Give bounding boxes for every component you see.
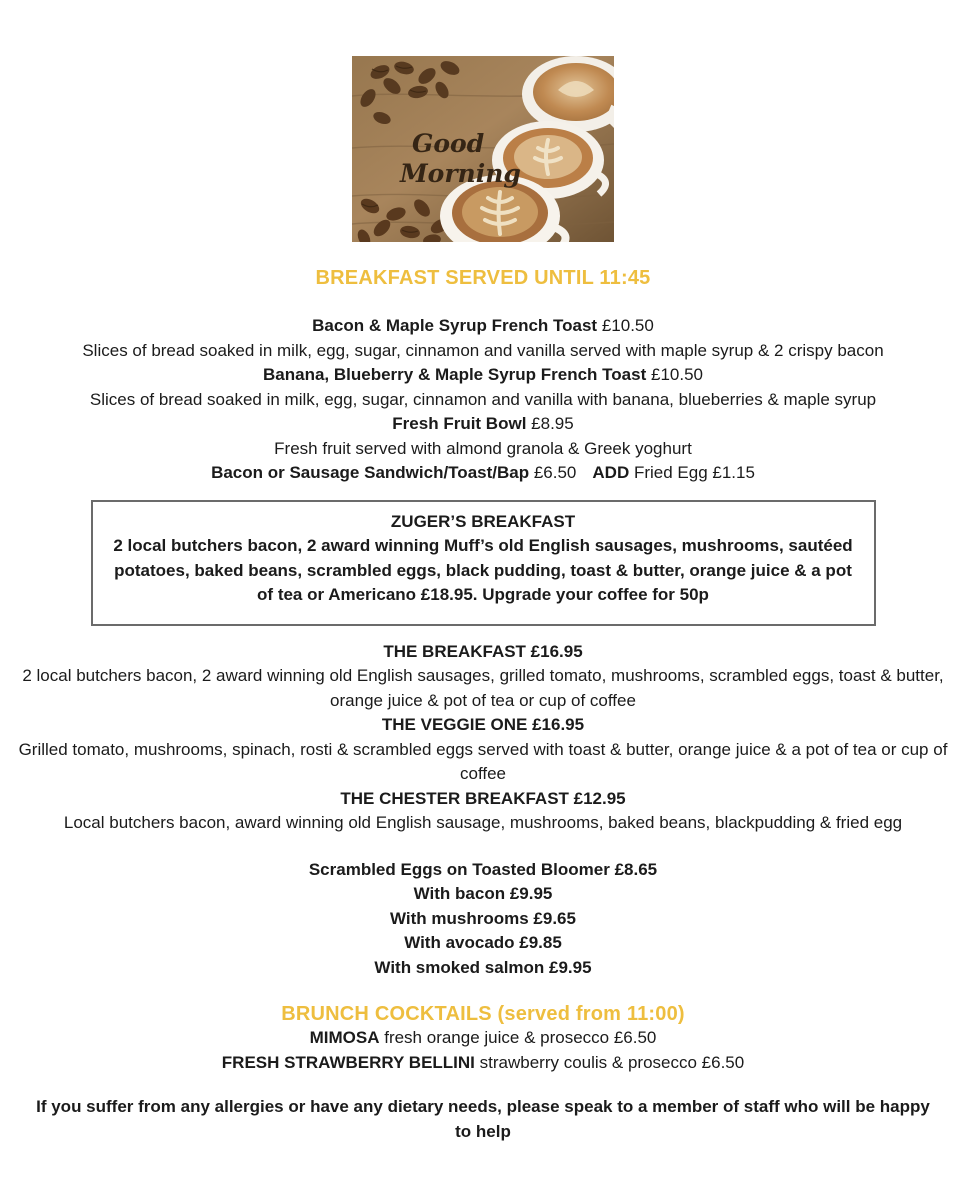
cocktail-name: FRESH STRAWBERRY BELLINI: [221, 1052, 475, 1072]
cocktail-item: [28, 1026, 938, 1051]
item-price: £10.50: [601, 316, 654, 335]
breakfast-name: THE BREAKFAST £16.95: [383, 641, 583, 661]
scrambled-line: With mushrooms £9.65: [390, 908, 576, 928]
breakfast-description: Grilled tomato, mushrooms, spinach, rosti & scrambled eggs served with toast & butter, orange juice & a pot of tea or cup of coffee: [18, 739, 948, 783]
breakfast-name: THE VEGGIE ONE £16.95: [381, 715, 585, 734]
menu-item-name-line: [28, 461, 938, 486]
allergy-notice-block: [28, 1095, 938, 1144]
brunch-cocktails-heading: BRUNCH COCKTAILS (served from 11:00): [281, 1003, 685, 1025]
good-morning-photo: [352, 56, 614, 242]
zugers-description: 2 local butchers bacon, 2 award winning Muff’s old English sausages, mushrooms, sautéed potatoes, baked beans, scrambled eggs, black pudding, toast & butter, orange juice & a pot of tea or Americano £18.95. Upgrade your coffee for 50p: [113, 536, 853, 604]
scrambled-line: Scrambled Eggs on Toasted Bloomer £8.65: [308, 859, 658, 879]
breakfast-description: Local butchers bacon, award winning old English sausage, mushrooms, baked beans, blackpudding & fried egg: [63, 813, 903, 832]
cocktail-name: MIMOSA: [309, 1028, 380, 1047]
scrambled-line: With smoked salmon £9.95: [374, 957, 592, 977]
breakfast-description: 2 local butchers bacon, 2 award winning old English sausages, grilled tomato, mushrooms, scrambled eggs, toast & butter, orange juice & pot of tea or cup of coffee: [22, 666, 944, 710]
item-name: Bacon & Maple Syrup French Toast: [312, 316, 598, 335]
menu-item-description: Fresh fruit served with almond granola & Greek yoghurt: [274, 438, 692, 458]
zugers-title: ZUGER’S BREAKFAST: [390, 511, 576, 531]
item-price: £6.50: [533, 463, 577, 482]
item-name: Bacon or Sausage Sandwich/Toast/Bap: [211, 463, 530, 482]
menu-item-name-line: [28, 412, 938, 437]
allergy-notice: If you suffer from any allergies or have any dietary needs, please speak to a member of staff who will be happy to help: [36, 1097, 930, 1141]
scrambled-line: With avocado £9.85: [404, 933, 562, 952]
breakfast-served-heading: BREAKFAST SERVED UNTIL 11:45: [315, 267, 651, 289]
breakfast-items-block: [28, 314, 938, 486]
cocktail-item: [28, 1051, 938, 1076]
menu-item-name-line: [28, 363, 938, 388]
menu-item-description: Slices of bread soaked in milk, egg, sugar, cinnamon and vanilla served with maple syrup & 2 crispy bacon: [82, 340, 884, 360]
coffee-photo-graphic: [352, 56, 614, 242]
zugers-breakfast-box: [91, 500, 876, 626]
item-price: £10.50: [650, 365, 703, 384]
menu-item-description: Slices of bread soaked in milk, egg, sugar, cinnamon and vanilla with banana, blueberries & maple syrup: [89, 389, 877, 409]
menu-item-name-line: [28, 314, 938, 339]
breakfast-name: THE CHESTER BREAKFAST £12.95: [340, 788, 626, 808]
caption-word-good: Good: [412, 129, 485, 158]
item-name: Banana, Blueberry & Maple Syrup French Toast: [263, 365, 647, 384]
item-price: £8.95: [531, 414, 574, 433]
cocktail-description: fresh orange juice & prosecco £6.50: [384, 1028, 657, 1047]
addon-text: Fried Egg £1.15: [633, 463, 755, 482]
scrambled-line: With bacon £9.95: [413, 884, 553, 903]
brunch-cocktails-block: [28, 1002, 938, 1075]
item-name: Fresh Fruit Bowl: [392, 414, 527, 433]
caption-word-morning: Morning: [400, 159, 521, 188]
addon-label: ADD: [592, 463, 630, 482]
cooked-breakfasts-block: [18, 640, 948, 836]
cocktail-description: strawberry coulis & prosecco £6.50: [479, 1052, 745, 1072]
scrambled-eggs-block: [28, 858, 938, 981]
